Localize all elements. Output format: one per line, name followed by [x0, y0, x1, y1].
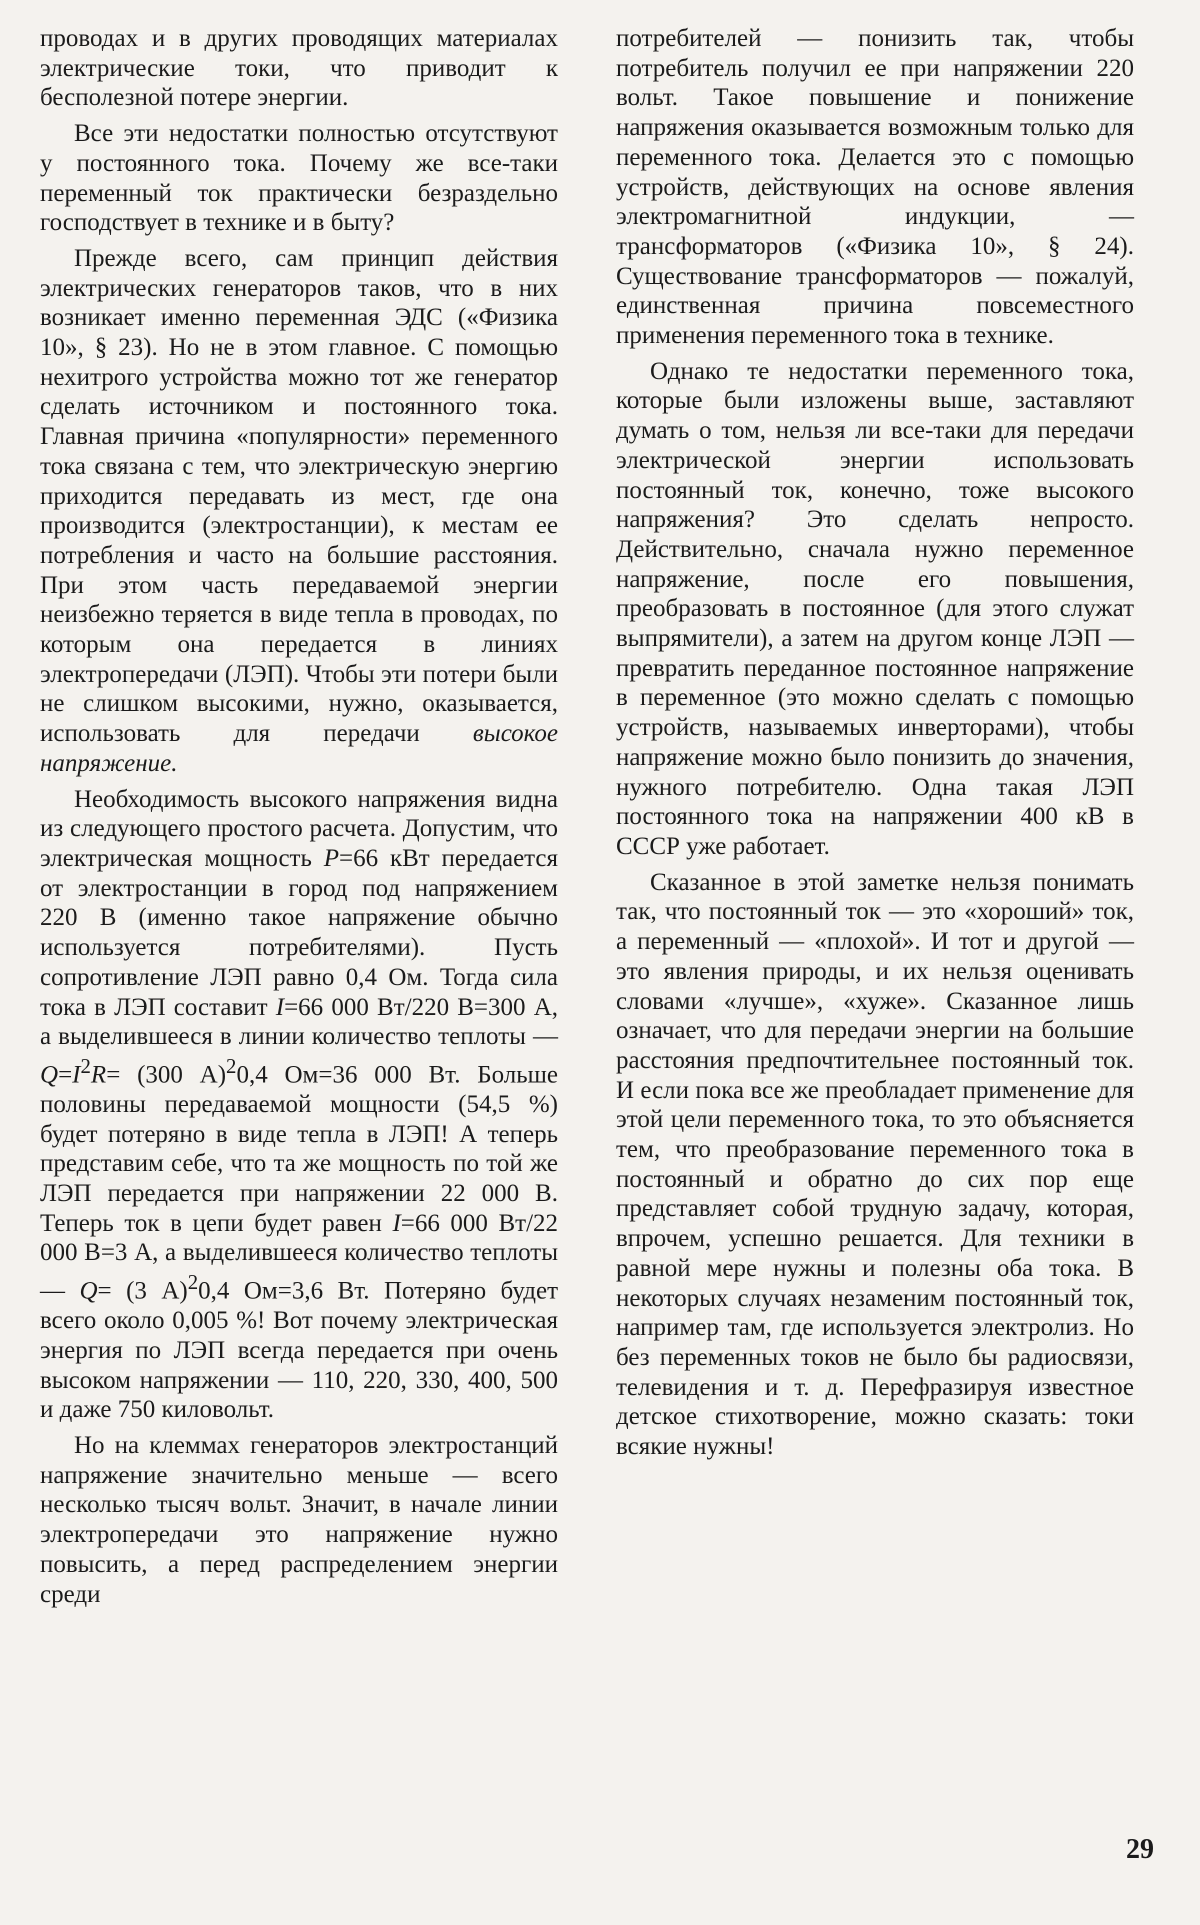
text-run: 0,4 Ом=36 000 Вт. Больше половины передаваемой мощности (54,5 %) будет потеряно в виде тепла в ЛЭП! А теперь представим себе, что та же мощность по той же ЛЭП передается при напряжении 22 000 В. Теперь ток в цепи будет равен [40, 1061, 558, 1237]
text-run: =66 кВт передается от электростанции в город под напряжением 220 В (именно такое напряжение обычно используется потребителями). Пусть сопротивление ЛЭП равно 0,4 Ом. Тогда сила тока в ЛЭП составит [40, 844, 559, 1021]
math-symbol: I [72, 1061, 81, 1089]
text-run: = [58, 1061, 73, 1089]
paragraph: Но на клеммах генераторов электростанций напряжение значительно меньше — всего несколько тысяч вольт. Значит, в начале линии электропередачи это напряжение нужно повысить, а перед распределением энергии среди [40, 1432, 558, 1608]
superscript: 2 [187, 1270, 199, 1295]
paragraph: Сказанное в этой заметке нельзя понимать так, что постоянный ток — это «хороший» ток, а переменный — «плохой». И тот и другой — это явления природы, и их нельзя оценивать словами «лучше», «хуже». Сказанное лишь означает, что для передачи энергии на большие расстояния предпочтительнее постоянный ток. И если пока все же преобладает применение для этой цели переменного тока, то это объясняется тем, что преобразование переменного тока в постоянный и обратно до сих пор еще представляет собой трудную задачу, которая, впрочем, успешно решается. Для техники в равной мере нужны и полезны оба тока. В некоторых случаях незаменим постоянный ток, например там, где используется электролиз. Но без переменных токов не было бы радиосвязи, телевидения и т. д. Перефразируя известное детское стихотворение, можно сказать: токи всякие нужны! [616, 868, 1134, 1461]
text-run: = (3 А) [97, 1277, 188, 1305]
paragraph: проводах и в других проводящих материалах электрические токи, что приводит к бесполезной потере энергии. [40, 25, 558, 112]
paragraph [40, 244, 558, 779]
math-symbol: Q [40, 1061, 59, 1089]
paragraph: Все эти недостатки полностью отсутствуют у постоянного тока. Почему же все-таки переменный ток практически безраздельно господствует в технике и в быту? [40, 120, 558, 237]
text-run: =66 000 Вт/22 000 В=3 А, а выделившееся количество теплоты — [40, 1209, 559, 1305]
emphasis-text: высокое напряжение. [40, 720, 559, 777]
right-column [616, 24, 1134, 1468]
superscript: 2 [80, 1053, 91, 1078]
calculation-paragraph [40, 785, 558, 1425]
math-symbol: I [275, 993, 285, 1021]
text-run: =66 000 Вт/220 В=300 А, а выделившееся в линии количество теплоты — [40, 993, 559, 1051]
page-number: 29 [1126, 1834, 1154, 1865]
text-run: = (300 А) [106, 1061, 227, 1089]
left-column [40, 24, 558, 1615]
math-symbol: Q [79, 1277, 98, 1305]
text-run: Необходимость высокого напряжения видна из следующего простого расчета. Допустим, что электрическая мощность [40, 785, 558, 872]
superscript: 2 [226, 1053, 237, 1078]
math-symbol: P [323, 844, 339, 872]
math-symbol: I [392, 1209, 401, 1237]
paragraph: потребителей — понизить так, чтобы потребитель получил ее при напряжении 220 вольт. Такое повышение и понижение напряжения оказывается возможным только для переменного тока. Делается это с помощью устройств, действующих на основе явления электромагнитной индукции, — трансформаторов («Физика 10», § 24). Существование трансформаторов — пожалуй, единственная причина повсеместного применения переменного тока в технике. [616, 25, 1134, 350]
math-symbol: R [90, 1061, 107, 1089]
text-run: 0,4 Ом=3,6 Вт. Потеряно будет всего около 0,005 %! Вот почему электрическая энергия по ЛЭП всегда передается при очень высоком напряжении — 110, 220, 330, 400, 500 и даже 750 киловольт. [40, 1277, 558, 1424]
paragraph-text: Прежде всего, сам принцип действия электрических генераторов таков, что в них возникает именно переменная ЭДС («Физика 10», § 23). Но не в этом главное. С помощью нехитрого устройства можно тот же генератор сделать источником и постоянного тока. Главная причина «популярности» переменного тока связана с тем, что электрическую энергию приходится передавать из мест, где она производится (электростанции), к местам ее потребления и часто на большие расстояния. При этом часть передаваемой энергии неизбежно теряется в виде тепла в проводах, по которым она передается в линиях электропередачи (ЛЭП). Чтобы эти потери были не слишком высокими, нужно, оказывается, использовать для передачи [40, 244, 558, 748]
paragraph: Однако те недостатки переменного тока, которые были изложены выше, заставляют думать о том, нельзя ли все-таки для передачи электрической энергии использовать постоянный ток, конечно, тоже высокого напряжения? Это сделать непросто. Действительно, сначала нужно переменное напряжение, после его повышения, преобразовать в постоянное (для этого служат выпрямители), а затем на другом конце ЛЭП — превратить переданное постоянное напряжение в переменное (это можно сделать с помощью устройств, называемых инверторами), чтобы напряжение можно было понизить до значения, нужного потребителю. Одна такая ЛЭП постоянного тока на напряжении 400 кВ в СССР уже работает. [616, 357, 1134, 860]
